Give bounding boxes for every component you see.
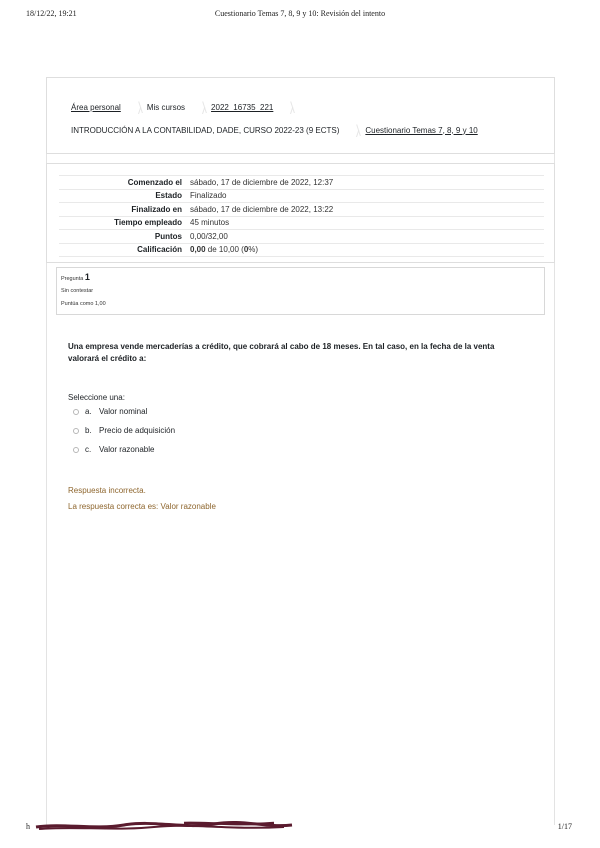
summary-value: 0,00/32,00 bbox=[190, 231, 228, 241]
summary-row-time bbox=[59, 216, 544, 230]
grade-percent: 0 bbox=[243, 245, 249, 255]
summary-grade bbox=[186, 243, 544, 257]
radio-icon[interactable] bbox=[73, 409, 79, 415]
breadcrumb-course-code[interactable]: 2022_16735_221 bbox=[211, 102, 274, 112]
summary-label: Estado bbox=[155, 191, 182, 201]
grade-end: %) bbox=[248, 245, 259, 255]
option-letter: b. bbox=[85, 426, 92, 435]
print-footer bbox=[0, 822, 600, 836]
print-header bbox=[0, 9, 600, 23]
summary-label: Tiempo empleado bbox=[114, 218, 182, 228]
option-label: Valor nominal bbox=[99, 407, 148, 416]
print-date: 18/12/22, 19:21 bbox=[26, 9, 77, 18]
summary-label: Calificación bbox=[137, 245, 182, 255]
question-state: Sin contestar bbox=[61, 288, 94, 294]
question-number-label: Pregunta bbox=[61, 276, 84, 282]
summary-value: 45 minutos bbox=[190, 218, 230, 228]
summary-label: Comenzado el bbox=[127, 177, 182, 187]
summary-value: sábado, 17 de diciembre de 2022, 13:22 bbox=[190, 204, 334, 214]
answer-option-a[interactable] bbox=[73, 407, 147, 416]
breadcrumb-separator bbox=[195, 99, 201, 115]
answer-option-b[interactable] bbox=[73, 426, 175, 435]
grade-rest: de 10,00 ( bbox=[205, 245, 244, 255]
summary-row-state bbox=[59, 189, 544, 203]
summary-row-finished bbox=[59, 203, 544, 217]
breadcrumb-separator bbox=[131, 99, 137, 115]
summary-row-started bbox=[59, 176, 544, 190]
attempt-summary bbox=[46, 163, 555, 263]
question-grade: Puntúa como 1,00 bbox=[61, 301, 106, 307]
breadcrumb-mis-cursos[interactable]: Mis cursos bbox=[146, 102, 186, 112]
breadcrumb-separator bbox=[349, 122, 355, 138]
breadcrumb-quiz[interactable]: Cuestionario Temas 7, 8, 9 y 10 bbox=[365, 125, 478, 135]
summary-label: Puntos bbox=[154, 231, 182, 241]
answer-option-c[interactable] bbox=[73, 445, 154, 454]
summary-table bbox=[59, 175, 544, 257]
grade-value: 0,00 bbox=[190, 245, 206, 255]
answer-prompt: Seleccione una: bbox=[68, 393, 125, 402]
breadcrumb bbox=[46, 77, 555, 154]
print-title: Cuestionario Temas 7, 8, 9 y 10: Revisión del intento bbox=[214, 9, 386, 18]
breadcrumb-separator bbox=[283, 99, 289, 115]
option-label: Valor razonable bbox=[99, 445, 155, 454]
print-url: h bbox=[26, 822, 30, 831]
summary-value: sábado, 17 de diciembre de 2022, 12:37 bbox=[190, 177, 334, 187]
summary-row-grade bbox=[59, 243, 544, 257]
question-number-value: 1 bbox=[84, 272, 90, 282]
feedback-incorrect: Respuesta incorrecta. bbox=[68, 486, 146, 495]
breadcrumb-course-name[interactable]: INTRODUCCIÓN A LA CONTABILIDAD, DADE, CURSO 2022-23 (9 ECTS) bbox=[71, 125, 340, 135]
option-letter: a. bbox=[85, 407, 92, 416]
summary-row-points bbox=[59, 230, 544, 244]
radio-icon[interactable] bbox=[73, 428, 79, 434]
summary-value: Finalizado bbox=[190, 191, 227, 201]
summary-label: Finalizado en bbox=[131, 204, 182, 214]
breadcrumb-area-personal[interactable]: Área personal bbox=[71, 102, 121, 112]
feedback-correct-answer: La respuesta correcta es: Valor razonable bbox=[68, 502, 216, 511]
page-number: 1/17 bbox=[557, 822, 572, 831]
question-info bbox=[56, 267, 545, 315]
option-letter: c. bbox=[85, 445, 92, 454]
radio-icon[interactable] bbox=[73, 447, 79, 453]
option-label: Precio de adquisición bbox=[99, 426, 176, 435]
question-number bbox=[61, 272, 90, 282]
redaction-scribble bbox=[34, 820, 294, 832]
question-text: Una empresa vende mercaderías a crédito, que cobrará al cabo de 18 meses. En tal caso, en la fecha de la venta valorará el crédito a: bbox=[68, 342, 495, 363]
